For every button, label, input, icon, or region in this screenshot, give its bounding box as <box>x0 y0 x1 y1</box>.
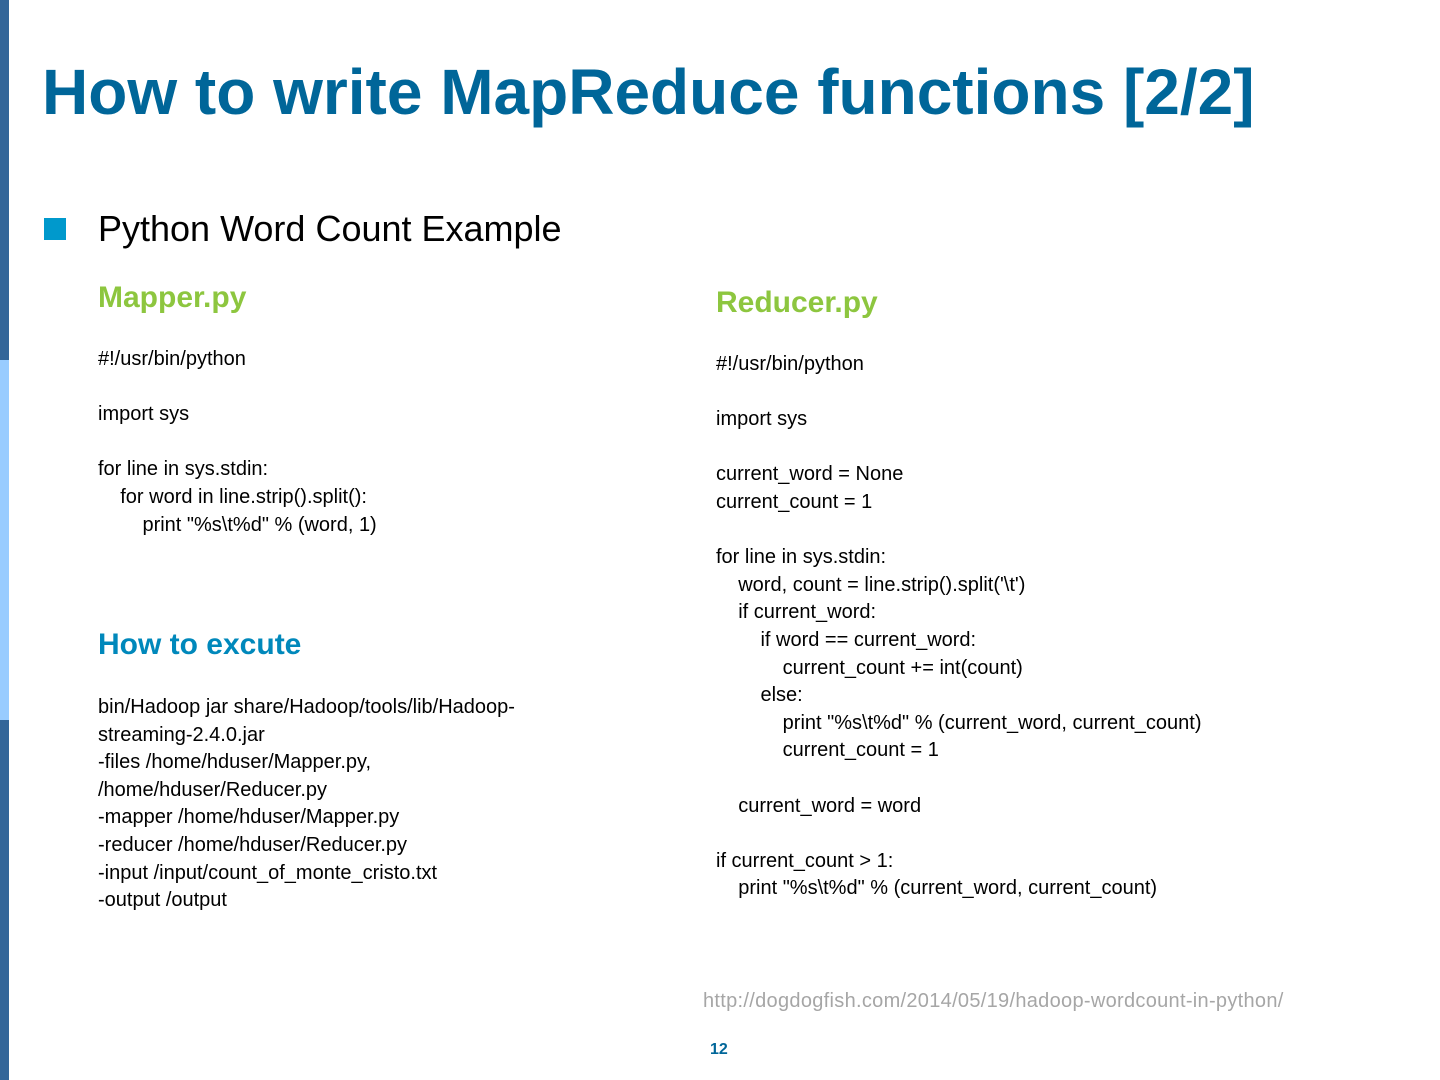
mapper-code: #!/usr/bin/python import sys for line in sys.stdin: for word in line.strip().split(): print "%s\t%d" % (word, 1) <box>98 348 377 536</box>
source-url: http://dogdogfish.com/2014/05/19/hadoop-wordcount-in-python/ <box>703 990 1284 1012</box>
bullet-text: Python Word Count Example <box>98 208 562 249</box>
slide-title: How to write MapReduce functions [2/2] <box>42 56 1255 128</box>
bullet-square-icon <box>44 218 66 240</box>
reducer-code: #!/usr/bin/python import sys current_word = None current_count = 1 for line in sys.stdin: word, count = line.strip().split('\t') if current_word: if word == current_word: current_count += int(count) else: print "%s\t%d" % (current_word, current_count) current_count = 1 current_word = word if current_count > 1: print "%s\t%d" % (current_word, current_count) <box>716 353 1202 900</box>
mapper-heading: Mapper.py <box>98 281 247 314</box>
reducer-heading: Reducer.py <box>716 286 878 319</box>
side-accent-bar-middle <box>0 360 9 720</box>
page-number: 12 <box>710 1041 728 1058</box>
side-accent-bar-top <box>0 0 9 360</box>
execute-command: bin/Hadoop jar share/Hadoop/tools/lib/Hadoop- streaming-2.4.0.jar -files /home/hduser/Mapper.py, /home/hduser/Reducer.py -mapper /home/hduser/Mapper.py -reducer /home/hduser/Reducer.py -input /input/count_of_monte_cristo.txt -output /output <box>98 696 515 912</box>
execute-heading: How to excute <box>98 628 302 661</box>
side-accent-bar-bottom <box>0 720 9 1080</box>
